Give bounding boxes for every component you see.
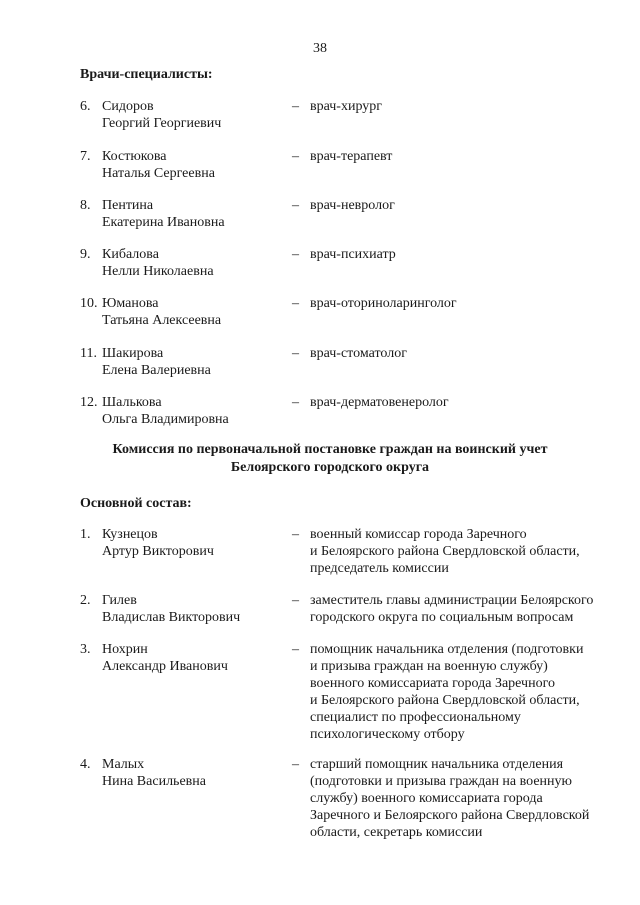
item-number: 11. [80, 346, 97, 361]
dash: – [292, 642, 299, 657]
item-number: 12. [80, 395, 98, 410]
specialists-heading: Врачи-специалисты: [80, 67, 213, 82]
person-role: врач-стоматолог [310, 346, 407, 361]
person-name: Кузнецов Артур Викторович [102, 527, 214, 559]
person-role: врач-хирург [310, 99, 383, 114]
item-number: 2. [80, 593, 91, 608]
dash: – [292, 149, 299, 164]
dash: – [292, 296, 299, 311]
main-composition-heading: Основной состав: [80, 496, 192, 511]
item-number: 10. [80, 296, 98, 311]
person-name: Малых Нина Васильевна [102, 757, 206, 789]
dash: – [292, 247, 299, 262]
person-name: Гилев Владислав Викторович [102, 593, 241, 625]
person-role: помощник начальника отделения (подготовки и призыва граждан на военную службу) военного комиссариата города Заречного и Белоярского района Свердловской области, специалист по профессиональному психологическому отбору [310, 642, 584, 742]
page-number: 38 [313, 41, 327, 56]
item-number: 6. [80, 99, 91, 114]
person-name: Шакирова Елена Валериевна [102, 346, 211, 378]
person-role: врач-невролог [310, 198, 395, 213]
person-name: Шалькова Ольга Владимировна [102, 395, 229, 427]
person-name: Костюкова Наталья Сергеевна [102, 149, 215, 181]
dash: – [292, 395, 299, 410]
item-number: 1. [80, 527, 91, 542]
dash: – [292, 593, 299, 608]
dash: – [292, 346, 299, 361]
person-name: Нохрин Александр Иванович [102, 642, 228, 674]
person-name: Пентина Екатерина Ивановна [102, 198, 225, 230]
person-name: Юманова Татьяна Алексеевна [102, 296, 222, 328]
person-role: врач-дерматовенеролог [310, 395, 449, 410]
person-role: заместитель главы администрации Белоярского городского округа по социальным вопросам [310, 593, 594, 625]
person-name: Сидоров Георгий Георгиевич [102, 99, 222, 131]
person-name: Кибалова Нелли Николаевна [102, 247, 214, 279]
commission-title: Комиссия по первоначальной постановке граждан на воинский учет Белоярского городского округа [112, 442, 548, 475]
person-role: врач-оториноларинголог [310, 296, 457, 311]
dash: – [292, 198, 299, 213]
dash: – [292, 757, 299, 772]
dash: – [292, 99, 299, 114]
person-role: врач-терапевт [310, 149, 393, 164]
item-number: 9. [80, 247, 91, 262]
item-number: 4. [80, 757, 91, 772]
item-number: 8. [80, 198, 91, 213]
person-role: старший помощник начальника отделения (подготовки и призыва граждан на военную службу) военного комиссариата города Заречного и Белоярского района Свердловской области, секретарь комиссии [310, 757, 590, 840]
person-role: военный комиссар города Заречного и Белоярского района Свердловской области, председатель комиссии [310, 527, 580, 576]
item-number: 3. [80, 642, 91, 657]
item-number: 7. [80, 149, 91, 164]
person-role: врач-психиатр [310, 247, 396, 262]
dash: – [292, 527, 299, 542]
